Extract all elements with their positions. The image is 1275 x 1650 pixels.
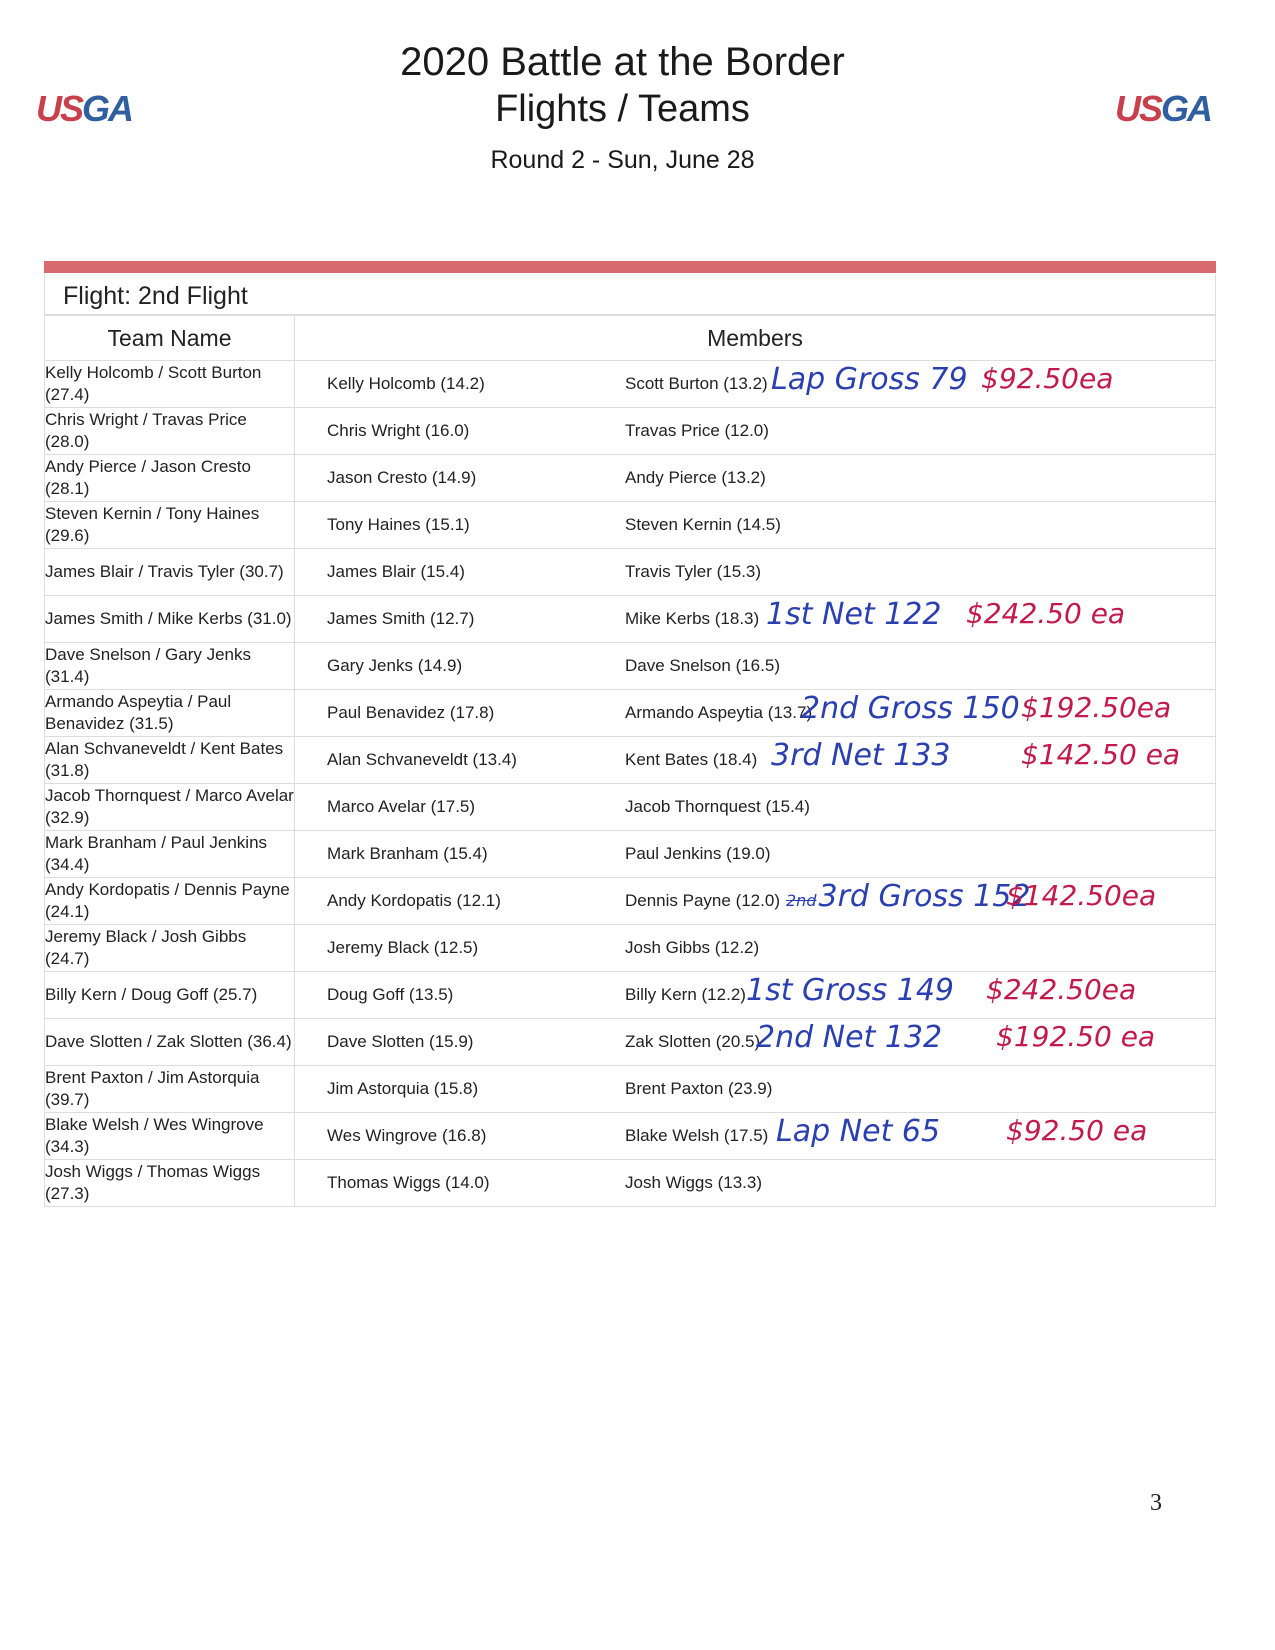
member-1: Doug Goff (13.5): [327, 985, 454, 1004]
table-row: [45, 408, 1216, 455]
members-cell: [295, 1066, 1216, 1113]
table-row: [45, 690, 1216, 737]
handwritten-result-note: [756, 1020, 942, 1055]
member-1: Jeremy Black (12.5): [327, 938, 479, 957]
member-2: Kent Bates (18.4): [625, 750, 758, 769]
member-1: Mark Branham (15.4): [327, 844, 488, 863]
team-name-cell: Jeremy Black / Josh Gibbs (24.7): [45, 925, 295, 972]
table-row: [45, 1019, 1216, 1066]
member-2: Travas Price (12.0): [625, 421, 769, 440]
member-2: Jacob Thornquest (15.4): [625, 797, 810, 816]
table-row: [45, 1066, 1216, 1113]
handwritten-prize-amount: $242.50ea: [986, 973, 1137, 1006]
team-name-cell: Alan Schvaneveldt / Kent Bates (31.8): [45, 737, 295, 784]
table-row: [45, 1113, 1216, 1160]
table-row: [45, 1160, 1216, 1207]
page-number: 3: [1150, 1490, 1162, 1516]
team-name-cell: Jacob Thornquest / Marco Avelar (32.9): [45, 784, 295, 831]
table-row: [45, 361, 1216, 408]
member-2: Josh Gibbs (12.2): [625, 938, 760, 957]
handwritten-result-note: [746, 973, 954, 1008]
table-row: [45, 925, 1216, 972]
table-header-row: [45, 316, 1216, 361]
members-cell: [295, 455, 1216, 502]
handwritten-result-text: 1st Net 122: [766, 597, 942, 632]
team-name-cell: Dave Snelson / Gary Jenks (31.4): [45, 643, 295, 690]
struck-out-placing: 2nd: [786, 891, 817, 910]
team-name-cell: Dave Slotten / Zak Slotten (36.4): [45, 1019, 295, 1066]
member-1: Andy Kordopatis (12.1): [327, 891, 501, 910]
team-name-cell: Andy Pierce / Jason Cresto (28.1): [45, 455, 295, 502]
flight-label: Flight: 2nd Flight: [63, 282, 248, 310]
team-name-cell: Mark Branham / Paul Jenkins (34.4): [45, 831, 295, 878]
members-cell: [295, 408, 1216, 455]
team-name-cell: Blake Welsh / Wes Wingrove (34.3): [45, 1113, 295, 1160]
flight-header: [44, 274, 1216, 315]
members-cell: [295, 972, 1216, 1019]
team-name-cell: Chris Wright / Travas Price (28.0): [45, 408, 295, 455]
handwritten-result-text: 1st Gross 149: [746, 973, 955, 1008]
member-2: Steven Kernin (14.5): [625, 515, 781, 534]
members-cell: [295, 361, 1216, 408]
handwritten-result-note: [771, 738, 950, 773]
members-cell: [295, 643, 1216, 690]
member-2: Travis Tyler (15.3): [625, 562, 762, 581]
logo-text-ga: GA: [82, 88, 133, 129]
page-title: 2020 Battle at the Border: [400, 40, 845, 84]
teams-table: [44, 315, 1216, 1207]
team-name-cell: James Blair / Travis Tyler (30.7): [45, 549, 295, 596]
handwritten-result-text: Lap Net 65: [776, 1114, 941, 1149]
team-name-cell: Armando Aspeytia / Paul Benavidez (31.5): [45, 690, 295, 737]
handwritten-prize-amount: $142.50ea: [1006, 879, 1157, 912]
team-name-cell: James Smith / Mike Kerbs (31.0): [45, 596, 295, 643]
member-2: Josh Wiggs (13.3): [625, 1173, 762, 1192]
members-cell: [295, 784, 1216, 831]
team-name-cell: Brent Paxton / Jim Astorquia (39.7): [45, 1066, 295, 1113]
members-cell: [295, 925, 1216, 972]
table-row: [45, 502, 1216, 549]
members-cell: [295, 1019, 1216, 1066]
table-row: [45, 878, 1216, 925]
member-2: Paul Jenkins (19.0): [625, 844, 771, 863]
handwritten-result-text: 3rd Net 133: [771, 738, 951, 773]
handwritten-result-text: 2nd Net 132: [756, 1020, 943, 1055]
member-2: Scott Burton (13.2): [625, 374, 768, 393]
member-1: Thomas Wiggs (14.0): [327, 1173, 490, 1192]
member-1: Alan Schvaneveldt (13.4): [327, 750, 517, 769]
member-1: Marco Avelar (17.5): [327, 797, 476, 816]
member-2: Zak Slotten (20.5): [625, 1032, 761, 1051]
handwritten-prize-amount: $92.50 ea: [1006, 1114, 1148, 1147]
handwritten-result-note: [786, 879, 1030, 914]
table-row: [45, 737, 1216, 784]
handwritten-prize-amount: $142.50 ea: [1021, 738, 1181, 771]
members-cell: [295, 878, 1216, 925]
member-1: Chris Wright (16.0): [327, 421, 470, 440]
members-cell: [295, 1160, 1216, 1207]
member-1: Dave Slotten (15.9): [327, 1032, 474, 1051]
member-1: Tony Haines (15.1): [327, 515, 470, 534]
team-name-cell: Steven Kernin / Tony Haines (29.6): [45, 502, 295, 549]
team-name-cell: Kelly Holcomb / Scott Burton (27.4): [45, 361, 295, 408]
handwritten-result-note: [771, 362, 968, 397]
logo-text-us: US: [1115, 88, 1162, 129]
member-1: Kelly Holcomb (14.2): [327, 374, 485, 393]
member-2: Armando Aspeytia (13.7): [625, 703, 813, 722]
member-1: Jim Astorquia (15.8): [327, 1079, 479, 1098]
handwritten-prize-amount: $92.50ea: [981, 362, 1114, 395]
page-subtitle: Flights / Teams: [495, 88, 750, 130]
member-1: Jason Cresto (14.9): [327, 468, 477, 487]
member-1: Wes Wingrove (16.8): [327, 1126, 487, 1145]
handwritten-result-note: [776, 1114, 940, 1149]
members-cell: [295, 690, 1216, 737]
table-row: [45, 596, 1216, 643]
table-row: [45, 972, 1216, 1019]
team-name-cell: Andy Kordopatis / Dennis Payne (24.1): [45, 878, 295, 925]
logo-text-ga: GA: [1161, 88, 1212, 129]
members-cell: [295, 737, 1216, 784]
handwritten-result-text: 2nd Gross 150: [801, 691, 1020, 726]
members-cell: [295, 1113, 1216, 1160]
handwritten-result-text: 3rd Gross 152: [818, 879, 1031, 914]
member-2: Blake Welsh (17.5): [625, 1126, 769, 1145]
member-2: Brent Paxton (23.9): [625, 1079, 773, 1098]
col-header-team-name: Team Name: [45, 316, 295, 361]
members-cell: [295, 549, 1216, 596]
member-1: James Blair (15.4): [327, 562, 465, 581]
table-row: [45, 455, 1216, 502]
handwritten-prize-amount: $242.50 ea: [966, 597, 1126, 630]
col-header-members: Members: [295, 316, 1216, 361]
header-divider-bar: [44, 261, 1216, 273]
member-1: Paul Benavidez (17.8): [327, 703, 495, 722]
member-2: Andy Pierce (13.2): [625, 468, 766, 487]
table-row: [45, 643, 1216, 690]
handwritten-result-text: Lap Gross 79: [771, 362, 968, 397]
member-1: Gary Jenks (14.9): [327, 656, 463, 675]
member-1: James Smith (12.7): [327, 609, 475, 628]
team-name-cell: Josh Wiggs / Thomas Wiggs (27.3): [45, 1160, 295, 1207]
logo-text-us: US: [36, 88, 83, 129]
round-label: Round 2 - Sun, June 28: [490, 146, 755, 174]
members-cell: [295, 502, 1216, 549]
members-cell: [295, 831, 1216, 878]
team-name-cell: Billy Kern / Doug Goff (25.7): [45, 972, 295, 1019]
member-2: Mike Kerbs (18.3): [625, 609, 760, 628]
table-row: [45, 784, 1216, 831]
member-2: Dave Snelson (16.5): [625, 656, 780, 675]
handwritten-result-note: [801, 691, 1020, 726]
table-row: [45, 831, 1216, 878]
handwritten-result-note: [766, 597, 941, 632]
member-2: Dennis Payne (12.0): [625, 891, 780, 910]
handwritten-prize-amount: $192.50 ea: [996, 1020, 1156, 1053]
handwritten-prize-amount: $192.50ea: [1021, 691, 1172, 724]
table-row: [45, 549, 1216, 596]
member-2: Billy Kern (12.2): [625, 985, 746, 1004]
members-cell: [295, 596, 1216, 643]
